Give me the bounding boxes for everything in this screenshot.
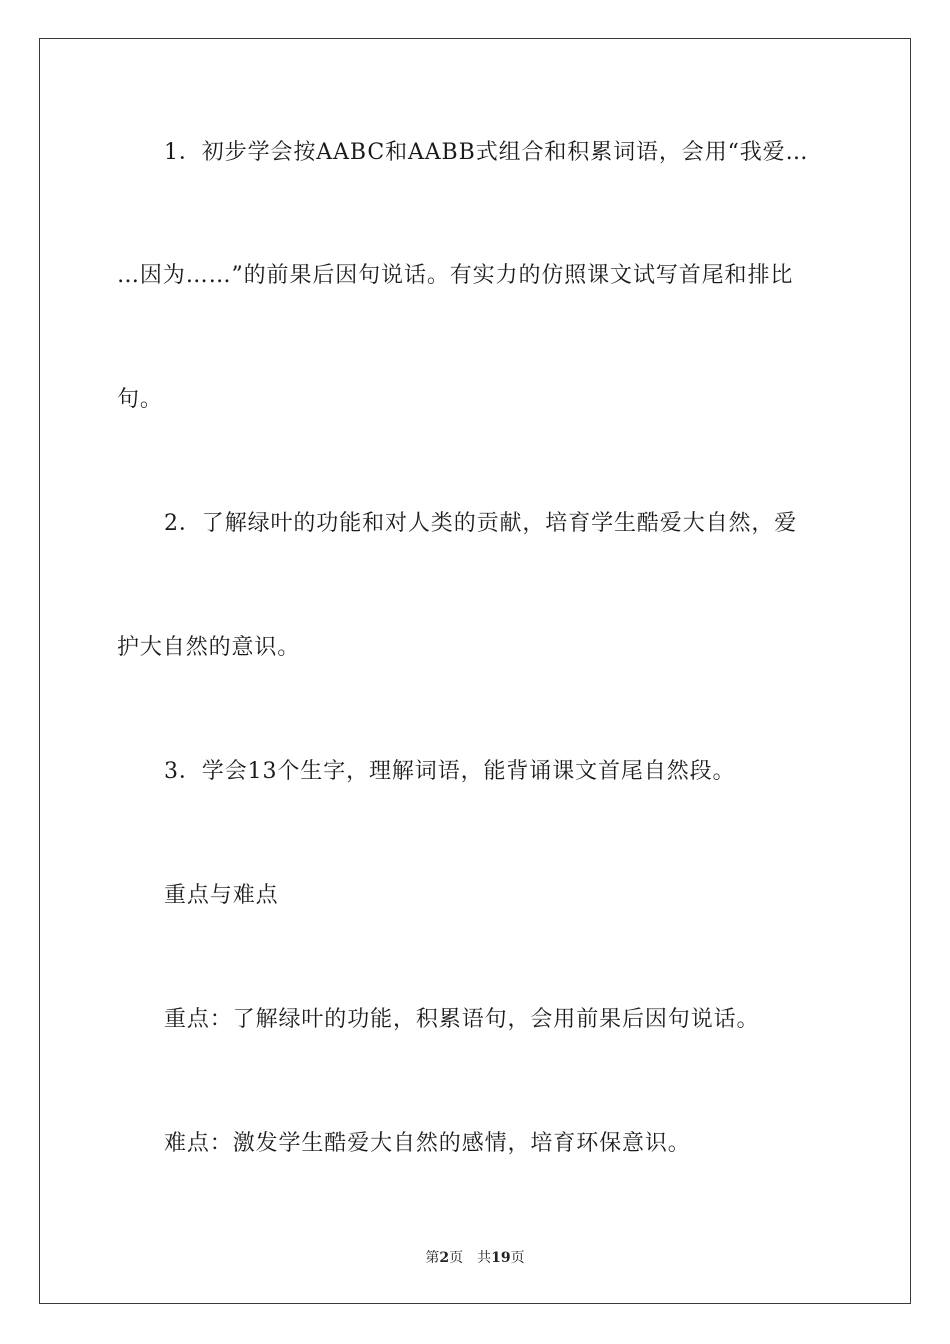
- page-total-prefix: 共: [477, 1250, 492, 1266]
- objective-1-line-1: 1．初步学会按AABC和AABB式组合和积累词语，会用“我爱…: [164, 140, 809, 165]
- page-frame: [39, 38, 911, 1304]
- page-footer: [0, 1247, 950, 1267]
- section-heading: 重点与难点: [164, 883, 279, 908]
- page-total-suffix: 页: [510, 1250, 525, 1266]
- difficulty-point: 难点：激发学生酷爱大自然的感情，培育环保意识。: [164, 1131, 691, 1156]
- page-number-prefix: 第: [425, 1250, 440, 1266]
- objective-3-line-1: 3．学会13个生字，理解词语，能背诵课文首尾自然段。: [164, 759, 736, 784]
- objective-1-line-3: 句。: [117, 387, 163, 412]
- page-number-suffix: 页: [449, 1250, 464, 1266]
- page-number-current: 2: [439, 1250, 450, 1266]
- objective-2-line-2: 护大自然的意识。: [117, 635, 301, 660]
- page-total: 19: [491, 1250, 511, 1266]
- objective-1-line-2: …因为……”的前果后因句说话。有实力的仿照课文试写首尾和排比: [117, 263, 794, 288]
- key-point: 重点：了解绿叶的功能，积累语句，会用前果后因句说话。: [164, 1007, 760, 1032]
- objective-2-line-1: 2．了解绿叶的功能和对人类的贡献，培育学生酷爱大自然，爱: [164, 511, 798, 536]
